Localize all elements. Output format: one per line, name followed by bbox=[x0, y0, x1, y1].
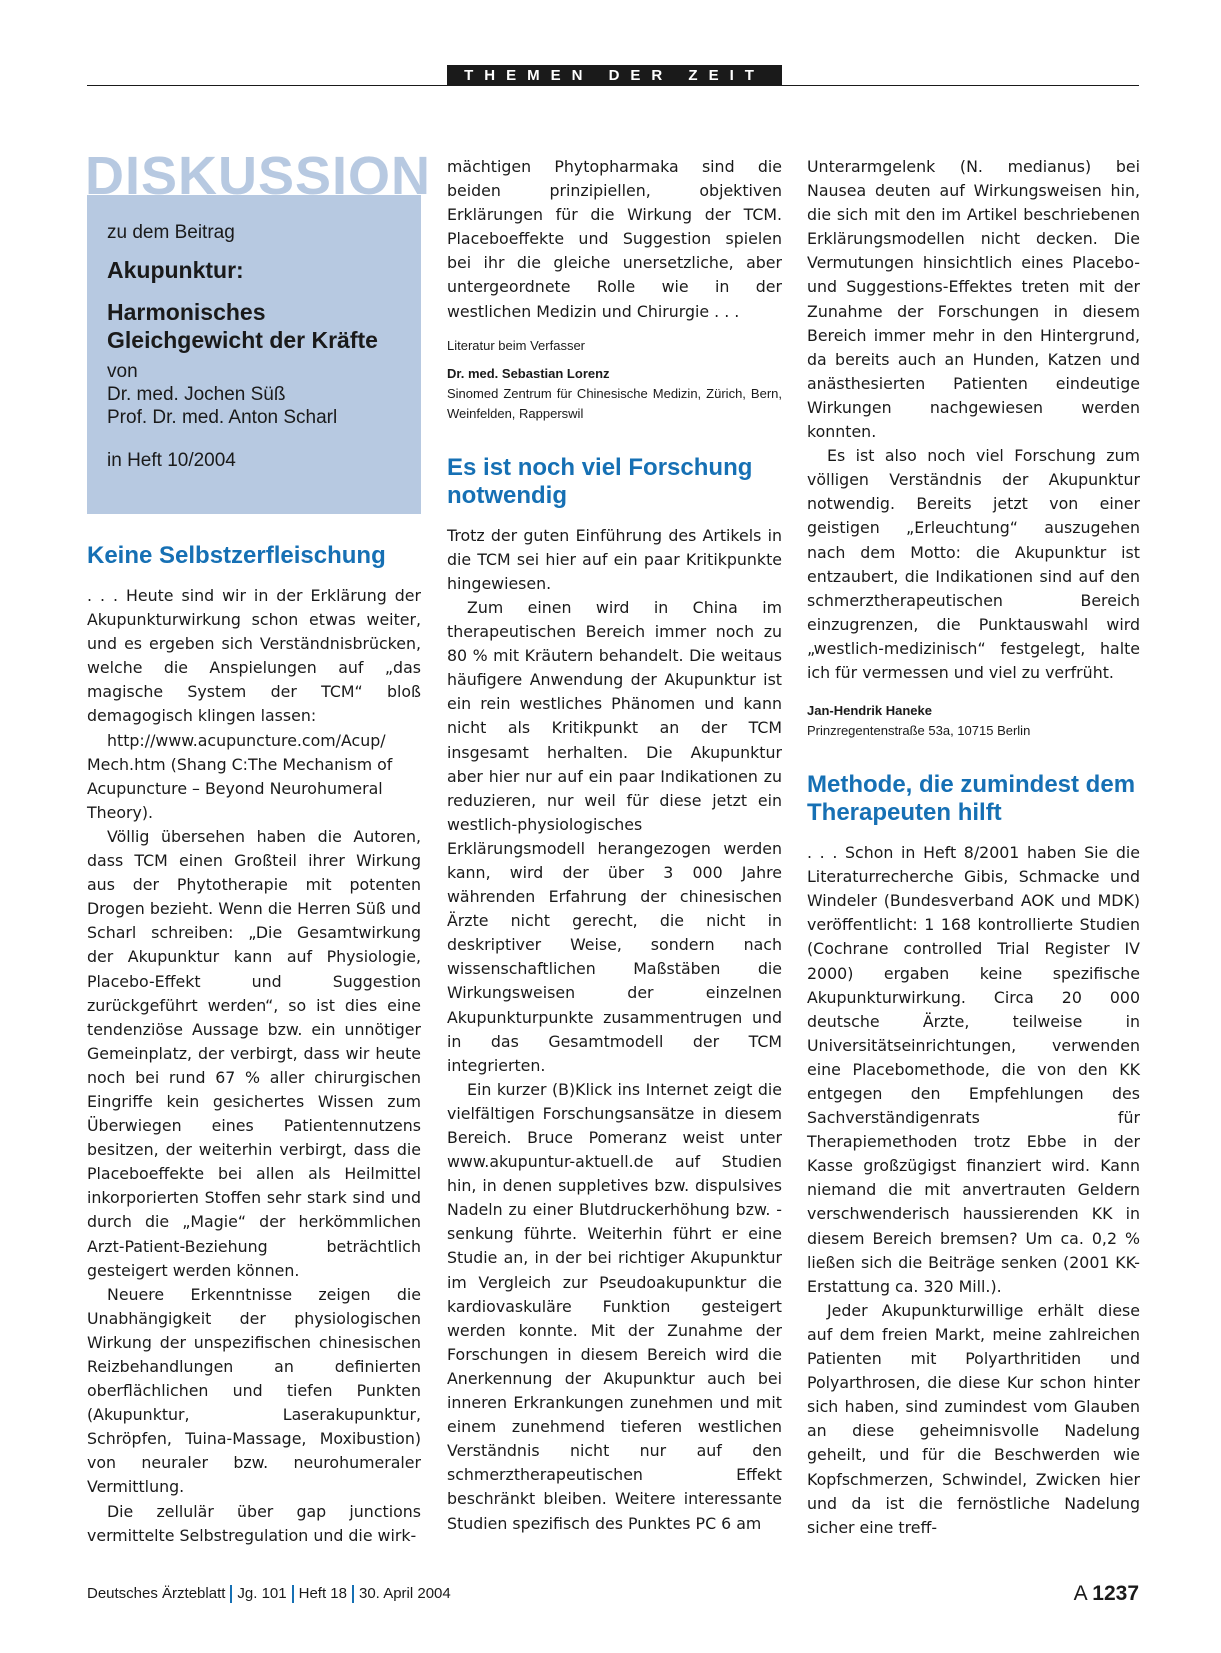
col1-paragraph: Völlig übersehen haben die Autoren, dass TCM einen Großteil ihrer Wirkung aus der Phytotherapie mit potenten Drogen bezieht. Wenn die Herren Süß und Scharl schreiben: „Die Gesamtwirkung der Akupunktur kann auf Physiologie, Placebo-Effekt und Suggestion zurückgeführt werden“, so ist dies eine tendenziöse Aussage bzw. ein unnötiger Gemeinplatz, der verbirgt, dass wir heute noch bei rund 67 % aller chirurgischen Eingriffe kein gesichertes Wissen zum Überwiegen eines Patientennutzens besitzen, der weiterhin verbirgt, dass die Placeboeffekte bei allen als Heilmittel inkorporierten Stoffen sehr stark sind und durch die „Magie“ der herkömmlichen Arzt-Patient-Beziehung beträchtlich gesteigert werden können. bbox=[87, 826, 421, 1280]
footer-separator bbox=[352, 1585, 354, 1603]
box-author-1: Dr. med. Jochen Süß bbox=[107, 384, 286, 405]
footer-separator bbox=[292, 1585, 294, 1603]
heading-methode-therapeuten: Methode, die zumindest dem Therapeuten hilft bbox=[807, 771, 1136, 827]
section-header: THEMEN DER ZEIT bbox=[447, 65, 782, 86]
column-1 bbox=[87, 542, 421, 1548]
page-prefix: A bbox=[1073, 1582, 1087, 1605]
col1-paragraph: Die zellulär über gap junctions vermittelte Selbstregulation und die wirk- bbox=[87, 1501, 421, 1545]
col3-paragraph: Unterarmgelenk (N. medianus) bei Nausea deuten auf Wirkungsweisen hin, die sich mit den im Artikel beschriebenen Erklärungsmodellen nicht decken. Die Vermutungen hinsichtlich eines Placebo- und Suggestions-Effektes treten mit der Zunahme der Forschungen in diesem Bereich immer mehr in den Hintergrund, da bereits auch an Hunden, Katzen und anästhesierten Patienten eindeutige Wirkungen nachgewiesen werden konnten. bbox=[807, 157, 1140, 442]
col1-paragraph-link: http://www.acupuncture.com/Acup/ Mech.htm (Shang C:The Mechanism of Acupuncture – Beyond Neurohumeral Theory). bbox=[87, 730, 393, 822]
literature-note: Literatur beim Verfasser bbox=[447, 337, 586, 353]
footer-volume: Jg. 101 bbox=[237, 1585, 287, 1602]
col2-paragraph: Zum einen wird in China im therapeutischen Bereich immer noch zu 80 % mit Kräutern behandelt. Die weitaus häufigere Anwendung der Akupunktur ist ein rein westliches Phänomen und kann nicht als Kritikpunkt an der TCM insgesamt herhalten. Die Akupunktur aber hier nur auf ein paar Indikationen zu reduzieren, nur weil für diese jetzt ein westlich-physiologisches Erklärungsmodell herangezogen werden kann, wird der über 3 000 Jahre währenden Erfahrung der chinesischen Ärzte nicht gerecht, die nicht in deskriptiver Weise, sondern nach wissenschaftlichen Maßstäben die Wirkungsweisen der einzelnen Akupunkturpunkte zusammentrugen und in das Gesamtmodell der TCM integrierten. bbox=[447, 597, 782, 1075]
box-article-title: Akupunktur: bbox=[107, 257, 244, 283]
col3-paragraph: Es ist also noch viel Forschung zum völligen Verständnis der Akupunktur notwendig. Bereits jetzt von einer geistigen „Erleuchtung“ auszugehen nach dem Motto: die Akupunktur ist entzaubert, die Indikationen sind auf den schmerztherapeutischen Bereich einzugrenzen, die Punktauswahl wird „westlich-medizinisch“ festgelegt, halte ich für vermessen und viel zu verfrüht. bbox=[807, 446, 1140, 682]
box-subtitle-2: Gleichgewicht der Kräfte bbox=[107, 327, 378, 353]
box-subtitle-1: Harmonisches bbox=[107, 299, 266, 325]
signature-name: Dr. med. Sebastian Lorenz bbox=[447, 365, 610, 381]
box-author-2: Prof. Dr. med. Anton Scharl bbox=[107, 407, 338, 428]
page-number bbox=[1074, 1581, 1139, 1607]
header-rule bbox=[87, 85, 1139, 86]
footer-separator bbox=[230, 1585, 232, 1603]
box-issue: in Heft 10/2004 bbox=[107, 450, 236, 471]
signature-name: Jan-Hendrik Haneke bbox=[807, 703, 932, 719]
col2-paragraph: Ein kurzer (B)Klick ins Internet zeigt die vielfältigen Forschungsansätze in diesem Bereich. Bruce Pomeranz weist unter www.akupuntur-aktuell.de auf Studien hin, in denen suppletives bzw. dispulsives Nadeln zu einer Blutdruckerhöhung bzw. -senkung führte. Weiterhin führt er eine Studie an, in der bei richtiger Akupunktur im Vergleich zur Pseudoakupunktur die kardiovaskuläre Funktion gesteigert werden konnte. Mit der Zunahme der Forschungen in diesem Bereich wird die Anerkennung der Akupunktur auch bei inneren Erkrankungen zunehmen und mit einem zunehmend tieferen westlichen Verständnis nicht nur auf den schmerztherapeutischen Effekt beschränkt bleiben. Weitere interessante Studien spezifisch des Punktes PC 6 am bbox=[447, 1079, 782, 1533]
discussion-title: DISKUSSION bbox=[85, 146, 432, 206]
discussion-box-content bbox=[107, 220, 407, 472]
footer-journal: Deutsches Ärzteblatt bbox=[87, 1585, 226, 1602]
col2-paragraph: Trotz der guten Einführung des Artikels in die TCM sei hier auf ein paar Kritikpunkte hingewiesen. bbox=[447, 525, 782, 593]
col1-paragraph: . . . Heute sind wir in der Erklärung der Akupunkturwirkung schon etwas weiter, und es ergeben sich Verständnisbrücken, welche die Anspielungen auf „das magische System der TCM“ bloß demagogisch klingen lassen: bbox=[87, 586, 421, 726]
signature-address: Prinzregentenstraße 53a, 10715 Berlin bbox=[807, 723, 1031, 739]
signature-address: Sinomed Zentrum für Chinesische Medizin, Zürich, Bern, Weinfelden, Rapperswil bbox=[447, 385, 782, 421]
box-by: von bbox=[107, 361, 138, 382]
footer-date: 30. April 2004 bbox=[359, 1585, 451, 1602]
column-3 bbox=[807, 155, 1140, 1540]
col3-paragraph: . . . Schon in Heft 8/2001 haben Sie die Literaturrecherche Gibis, Schmacke und Windeler (Bundesverband AOK und MDK) veröffentlicht: 1 168 kontrollierte Studien (Cochrane controlled Trial Register IV 2000) ergaben keine spezifische Akupunkturwirkung. Circa 20 000 deutsche Ärzte, teilweise in Universitätseinrichtungen, verwenden eine Placebomethode, die von den KK entgegen den Empfehlungen des Sachverständigenrats für Therapiemethoden trotz Ebbe in der Kasse großzügigst finanziert wird. Kann niemand die mit anvertrauten Geldern verschwenderisch haussierenden KK in diesem Bereich bremsen? Um ca. 0,2 % ließen sich die Beiträge senken (2001 KK-Erstattung ca. 320 Mill.). bbox=[807, 843, 1140, 1296]
heading-keine-selbstzerfleischung: Keine Selbstzerfleischung bbox=[87, 542, 386, 569]
col3-paragraph: Jeder Akupunkturwillige erhält diese auf dem freien Markt, meine zahlreichen Patienten mit Polyarthritiden und Polyarthrosen, die diese Kur schon hinter sich haben, sind zumindest vom Glauben an diese geheimnisvolle Nadelung geheilt, und für die Beschwerden wie Kopfschmerzen, Schwindel, Zwicken hier und da ist die fernöstliche Nadelung sicher eine treff- bbox=[807, 1300, 1140, 1537]
col1-paragraph: Neuere Erkenntnisse zeigen die Unabhängigkeit der physiologischen Wirkung der unspezifischen chinesischen Reizbehandlungen an definierten oberflächlichen und tiefen Punkten (Akupunktur, Laserakupunktur, Schröpfen, Tuina-Massage, Moxibustion) von neuraler bzw. neurohumeraler Vermittlung. bbox=[87, 1284, 421, 1497]
heading-forschung-notwendig: Es ist noch viel Forschung notwendig bbox=[447, 453, 753, 509]
page-footer bbox=[87, 1581, 1139, 1607]
column-2 bbox=[447, 155, 782, 1536]
col2-paragraph-continued: mächtigen Phytopharmaka sind die beiden prinzipiellen, objektiven Erklärungen für die Wirkung der TCM. Placeboeffekte und Suggestion spielen bei ihr die gleiche unersetzliche, aber untergeordnete Rolle wie in der westlichen Medizin und Chirurgie . . . bbox=[447, 157, 782, 321]
page-number-value: 1237 bbox=[1092, 1582, 1139, 1605]
footer-issue: Heft 18 bbox=[298, 1585, 347, 1602]
box-intro: zu dem Beitrag bbox=[107, 222, 235, 243]
